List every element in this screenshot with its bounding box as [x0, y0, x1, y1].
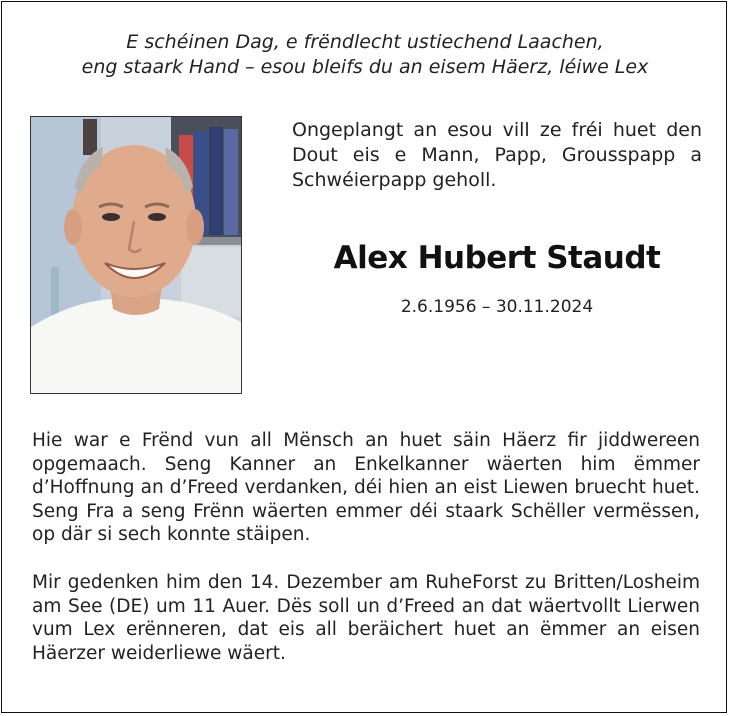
motto — [2, 30, 728, 80]
tribute-paragraph: Hie war e Frënd vun all Mënsch an huet säin Häerz fir jiddwereen opgemaach. Seng Kanner an Enkelkanner wäerten him ëmmer d’Hoffnung an d’Freed verdanken, déi hien an eist Liewen bruecht huet. Seng Fra a seng Frënn wäerten emmer déi staark Schëller vermëssen, op där si sech konnte stäipen. — [32, 430, 700, 545]
obituary-notice — [1, 1, 727, 713]
deceased-name: Alex Hubert Staudt — [333, 240, 661, 276]
life-dates: 2.6.1956 – 30.11.2024 — [400, 297, 594, 317]
memorial-announcement: Mir gedenken him den 14. Dezember am RuheForst zu Britten/Losheim am See (DE) um 11 Auer. Dës soll un d’Freed an dat wäertvollt Lierwen vum Lex erënneren, dat eis all beräichert huet an ëmmer an eisen Häerzer weiderliewe wäert. — [32, 572, 700, 664]
motto-line-1: E schéinen Dag, e frëndlecht ustiechend Laachen, — [126, 31, 604, 53]
intro-text: Ongeplangt an esou vill ze fréi huet den Dout eis e Mann, Papp, Grousspapp a Schwéierpapp geholl. — [292, 119, 702, 191]
portrait-photo — [30, 116, 242, 394]
motto-line-2: eng staark Hand – esou bleifs du an eisem Häerz, léiwe Lex — [81, 56, 649, 78]
